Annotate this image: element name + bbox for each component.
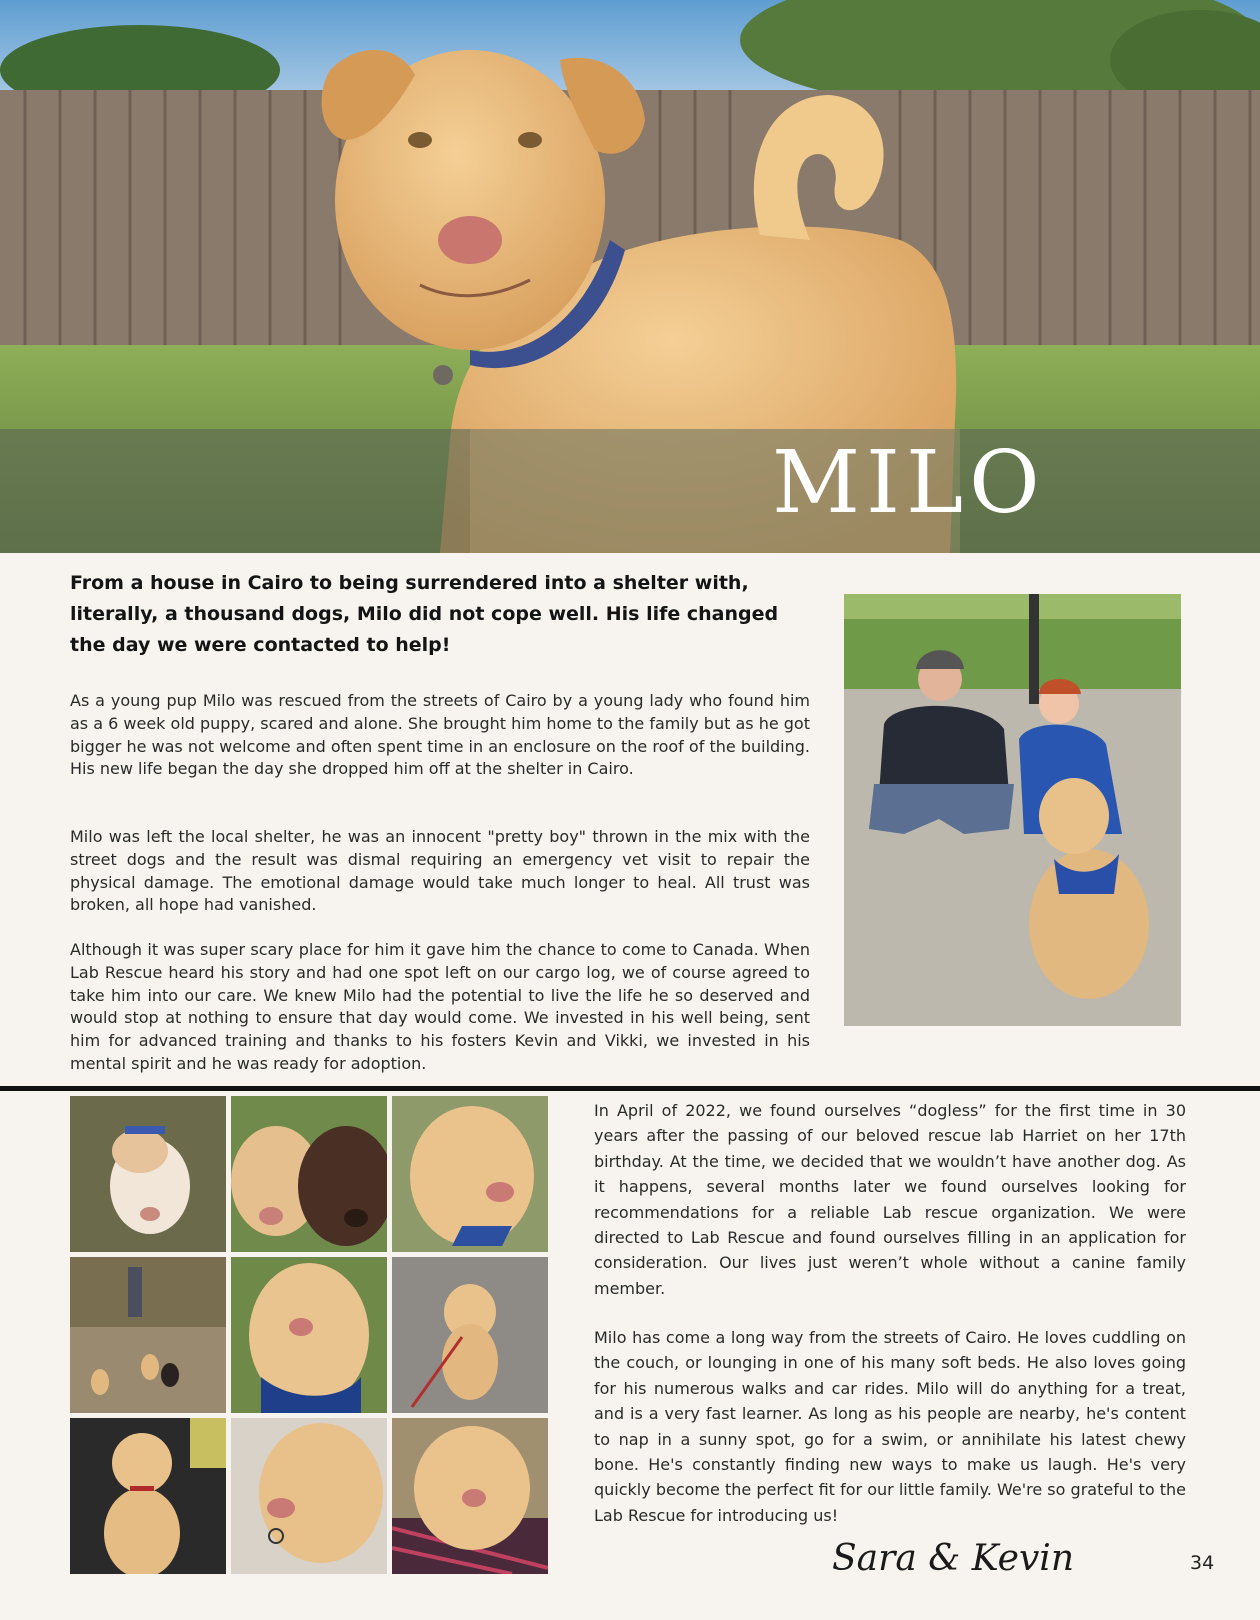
story-paragraph-2: Milo was left the local shelter, he was an innocent "pretty boy" thrown in the mix with the street dogs and the result was dismal requiring an emergency vet visit to repair the physical damage. The emotional damage would take much longer to heal. All trust was broken, all hope had vanished.: [70, 827, 810, 915]
photo-grid: [70, 1096, 548, 1574]
story-paragraph-1: As a young pup Milo was rescued from the streets of Cairo by a young lady who found him as a 6 week old puppy, scared and alone. She brought him home to the family but as he got bigger he was not welcome and often spent time in an enclosure on the roof of the building. His new life began the day she dropped him off at the shelter in Cairo.: [70, 691, 810, 779]
family-photo: [844, 594, 1181, 1026]
grid-photo-7: [70, 1418, 226, 1574]
grid-photo-8: [231, 1418, 387, 1574]
grid-photo-2: [231, 1096, 387, 1252]
article-title: MILO: [772, 433, 1046, 533]
adopter-paragraph-1: In April of 2022, we found ourselves “dogless” for the first time in 30 years after the passing of our beloved rescue lab Harriet on her 17th birthday. At the time, we decided that we wouldn’t have another dog. As it happens, several months later we found ourselves looking for recommendations for a reliable Lab rescue organization. We were directed to Lab Rescue and found ourselves filling in an application for consideration. Our lives just weren’t whole without a canine family member.: [594, 1101, 1186, 1298]
grid-photo-1: [70, 1096, 226, 1252]
grid-photo-3: [392, 1096, 548, 1252]
hero-photo: [0, 0, 1260, 553]
story-paragraph-3: Although it was super scary place for him it gave him the chance to come to Canada. When Lab Rescue heard his story and had one spot left on our cargo log, we of course agreed to take him into our care. We knew Milo had the potential to live the life he so deserved and would stop at nothing to ensure that day would come. We invested in his well being, sent him for advanced training and thanks to his fosters Kevin and Vikki, we invested in his mental spirit and he was ready for adoption.: [70, 940, 810, 1073]
page-number: 34: [1190, 1552, 1215, 1574]
grid-photo-5: [231, 1257, 387, 1413]
grid-photo-4: [70, 1257, 226, 1413]
lead-paragraph: From a house in Cairo to being surrendered into a shelter with, literally, a thousand dogs, Milo did not cope well. His life changed the day we were contacted to help!: [70, 572, 779, 656]
title-band: [0, 429, 1260, 553]
grid-photo-6: [392, 1257, 548, 1413]
section-divider: [0, 1086, 1260, 1091]
signature: Sara & Kevin: [832, 1538, 1074, 1579]
adopter-paragraph-2: Milo has come a long way from the streets of Cairo. He loves cuddling on the couch, or lounging in one of his many soft beds. He also loves going for his numerous walks and car rides. Milo will do anything for a treat, and is a very fast learner. As long as his people are nearby, he's content to nap in a sunny spot, go for a swim, or annihilate his latest chewy bone. He's constantly finding new ways to make us laugh. He's very quickly become the perfect fit for our little family. We're so grateful to the Lab Rescue for introducing us!: [594, 1328, 1186, 1525]
grid-photo-9: [392, 1418, 548, 1574]
